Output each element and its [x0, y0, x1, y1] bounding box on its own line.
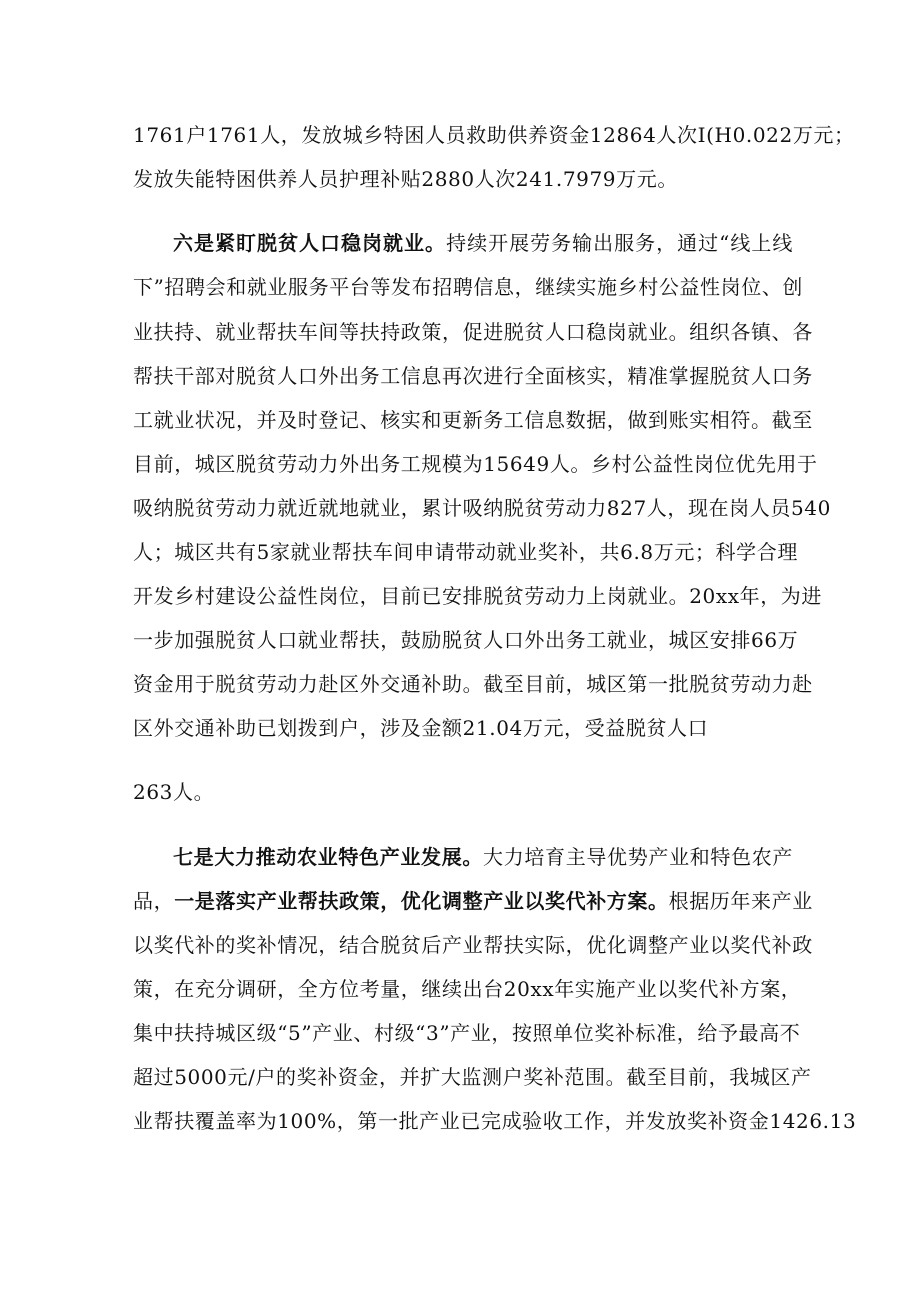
- paragraph-text: 根据历年来产业: [668, 889, 813, 913]
- paragraph-six-first-line: [173, 231, 793, 255]
- text-line: 业扶持、就业帮扶车间等扶持政策，促进脱贫人口稳岗就业。组织各镇、各: [133, 320, 813, 344]
- text-line: 业帮扶覆盖率为100%，第一批产业已完成验收工作，并发放奖补资金1426.13: [133, 1109, 857, 1133]
- paragraph-text: 大力培育主导优势产业和特色农产: [483, 845, 794, 869]
- text-line: 吸纳脱贫劳动力就近就地就业，累计吸纳脱贫劳动力827人，现在岗人员540: [133, 496, 831, 520]
- text-line: 人；城区共有5家就业帮扶车间申请带动就业奖补，共6.8万元；科学合理: [133, 540, 798, 564]
- paragraph-text: 持续开展劳务输出服务，通过“线上线: [446, 231, 793, 255]
- text-line: 1761户1761人，发放城乡特困人员救助供养资金12864人次I(H0.022万元；: [133, 123, 855, 147]
- text-line: 一步加强脱贫人口就业帮扶，鼓励脱贫人口外出务工就业，城区安排66万: [133, 628, 799, 652]
- paragraph-heading: 七是大力推动农业特色产业发展。: [173, 845, 484, 869]
- text-line: 目前，城区脱贫劳动力外出务工规模为15649人。乡村公益性岗位优先用于: [133, 452, 818, 476]
- paragraph-heading: 六是紧盯脱贫人口稳岗就业。: [173, 231, 447, 255]
- text-line: 集中扶持城区级“5”产业、村级“3”产业，按照单位奖补标准，给予最高不: [133, 1021, 801, 1045]
- subheading: 一是落实产业帮扶政策，优化调整产业以奖代补方案。: [174, 889, 669, 913]
- text-line: 区外交通补助已划拨到户，涉及金额21.04万元，受益脱贫人口: [133, 716, 709, 740]
- paragraph-text: 品，: [133, 889, 175, 913]
- text-line: 超过5000元/户的奖补资金，并扩大监测户奖补范围。截至目前，我城区产: [133, 1065, 812, 1089]
- text-line: 资金用于脱贫劳动力赴区外交通补助。截至目前，城区第一批脱贫劳动力赴: [133, 672, 813, 696]
- text-line: 下”招聘会和就业服务平台等发布招聘信息，继续实施乡村公益性岗位、创: [133, 275, 804, 299]
- text-line: [133, 889, 813, 913]
- text-line: 工就业状况，并及时登记、核实和更新务工信息数据，做到账实相符。截至: [133, 408, 813, 432]
- text-line: 发放失能特困供养人员护理补贴2880人次241.7979万元。: [133, 167, 678, 191]
- text-line: 263人。: [133, 780, 215, 804]
- text-line: 开发乡村建设公益性岗位，目前已安排脱贫劳动力上岗就业。20xx年，为进: [133, 584, 823, 608]
- text-line: 策，在充分调研，全方位考量，继续出台20xx年实施产业以奖代补方案，: [133, 977, 802, 1001]
- paragraph-seven-first-line: [173, 845, 793, 869]
- text-line: 帮扶干部对脱贫人口外出务工信息再次进行全面核实，精准掌握脱贫人口务: [133, 364, 813, 388]
- text-line: 以奖代补的奖补情况，结合脱贫后产业帮扶实际，优化调整产业以奖代补政: [133, 933, 813, 957]
